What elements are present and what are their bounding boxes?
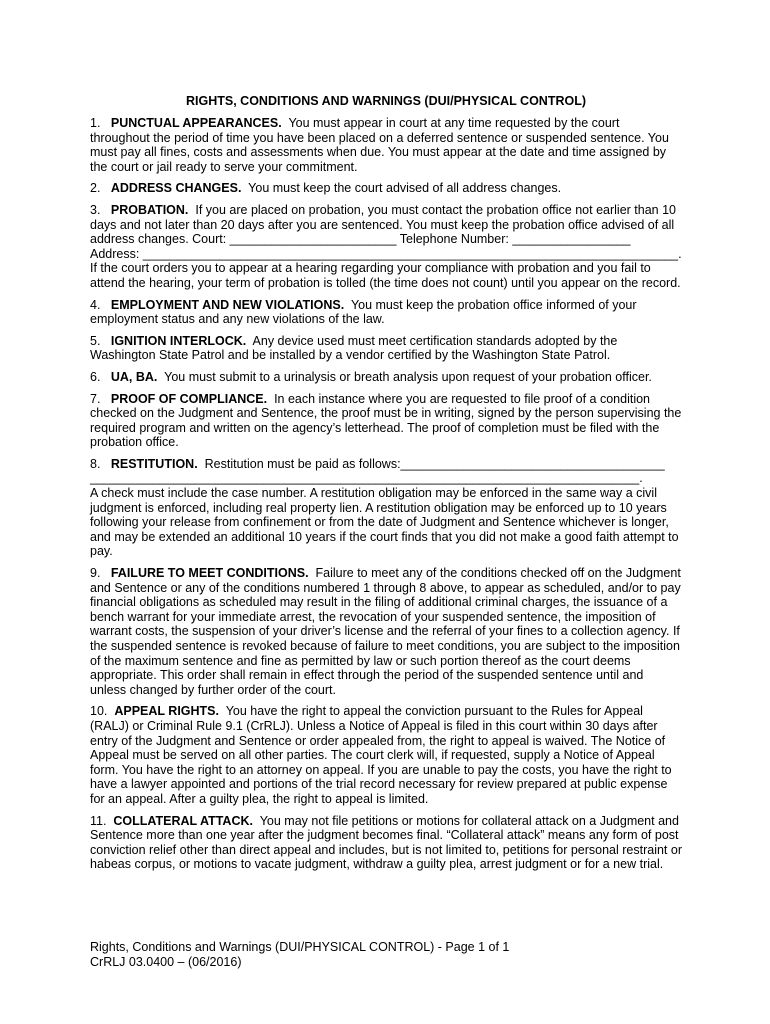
section-heading: RESTITUTION. <box>110 456 198 471</box>
section-2 <box>90 181 682 196</box>
section-heading: PROBATION. <box>110 202 189 217</box>
section-3 <box>90 203 682 291</box>
section-number: 7. <box>90 391 101 406</box>
section-text-continued: A check must include the case number. A restitution obligation may be enforced in the same way a civil judgment is enforced, including real property lien. A restitution obligation may be enforced up to 10 years following your release from confinement or from the date of Judgment and Sentence whichever is longer, and may be extended an additional 10 years if the court finds that you did not make a good faith attempt to pay. <box>90 486 679 559</box>
restitution-blank-line: _______________________________________________________________________________. <box>90 471 643 486</box>
section-9 <box>90 566 682 697</box>
section-text: If you are placed on probation, you must contact the probation office not earlier than 10 days and not later than 20 days after you are sentenced. You must keep the probation office advised of all address changes. Court: ________________________ Telephone Number: _________________ <box>90 202 676 247</box>
footer-form-number: CrRLJ 03.0400 – (06/2016) <box>90 955 242 969</box>
section-number: 5. <box>90 333 101 348</box>
address-blank-line: Address: _____________________________________________________________________________. <box>90 246 682 261</box>
section-text: Restitution must be paid as follows:______________________________________ <box>204 456 665 471</box>
section-6 <box>90 370 682 385</box>
section-number: 11. <box>90 813 107 828</box>
section-text: In each instance where you are requested to file proof of a condition checked on the Judgment and Sentence, the proof must be in writing, signed by the person supervising the required program and written on the agency’s letterhead. The proof of completion must be filed with the probation office. <box>90 391 682 450</box>
section-number: 1. <box>90 116 101 130</box>
section-text-continued: If the court orders you to appear at a hearing regarding your compliance with probation and you fail to attend the hearing, your term of probation is tolled (the time does not count) until you appear on the record. <box>90 261 681 290</box>
section-number: 9. <box>90 566 101 581</box>
footer-title: Rights, Conditions and Warnings (DUI/PHYSICAL CONTROL) - Page 1 of 1 <box>90 940 510 954</box>
section-heading: IGNITION INTERLOCK. <box>110 333 247 348</box>
document-page <box>90 94 682 879</box>
section-1 <box>90 116 682 174</box>
section-heading: ADDRESS CHANGES. <box>110 181 242 196</box>
section-text: You must appear in court at any time requested by the court throughout the period of time you have been placed on a deferred sentence or suspended sentence. You must pay all fines, costs and assessments when due. You must appear at the date and time assigned by the court or jail ready to serve your commitment. <box>90 116 669 174</box>
section-number: 10. <box>90 704 108 719</box>
section-text: Failure to meet any of the conditions checked off on the Judgment and Sentence or any of the conditions numbered 1 through 8 above, to appear as scheduled, and/or to pay financial obligations as scheduled may result in the filing of additional criminal charges, the issuance of a bench warrant for your immediate arrest, the revocation of your suspended sentence, the imposition of warrant costs, the suspension of your driver’s license and the referral of your fines to a collection agency. If the suspended sentence is revoked because of failure to meet conditions, you are subject to the imposition of the maximum sentence and fine as permitted by law or such portion thereof as the court deems appropriate. This order shall remain in effect through the period of the suspended sentence until and unless changed by further order of the court. <box>90 566 681 697</box>
section-text: Any device used must meet certification standards adopted by the Washington State Patrol and be installed by a vendor certified by the Washington State Patrol. <box>90 333 618 363</box>
section-text: You must keep the court advised of all address changes. <box>248 181 562 196</box>
section-text: You have the right to appeal the conviction pursuant to the Rules for Appeal (RALJ) or Criminal Rule 9.1 (CrRLJ). Unless a Notice of Appeal is filed in this court within 30 days after entry of the Judgment and Sentence or order appealed from, the right to appeal is waived. The Notice of Appeal must be served on all other parties. The court clerk will, if requested, supply a Notice of Appeal form. You have the right to an attorney on appeal. If you are unable to pay the costs, you have the right to have a lawyer appointed and portions of the trial record necessary for review prepared at public expense for an appeal. After a guilty plea, the right to appeal is limited. <box>90 704 672 806</box>
section-heading: PUNCTUAL APPEARANCES. <box>110 116 282 130</box>
section-heading: EMPLOYMENT AND NEW VIOLATIONS. <box>110 297 345 312</box>
section-7 <box>90 392 682 450</box>
section-11 <box>90 814 682 872</box>
section-number: 2. <box>90 181 101 196</box>
section-8 <box>90 457 682 559</box>
page-title: RIGHTS, CONDITIONS AND WARNINGS (DUI/PHYSICAL CONTROL) <box>186 94 586 108</box>
page-footer <box>90 940 509 970</box>
section-number: 4. <box>90 297 101 312</box>
section-text: You may not file petitions or motions for collateral attack on a Judgment and Sentence more than one year after the judgment becomes final. “Collateral attack” means any form of post conviction relief other than direct appeal and includes, but is not limited to, petitions for personal restraint or habeas corpus, or motions to vacate judgment, withdraw a guilty plea, arrest judgment or for a new trial. <box>90 813 682 872</box>
section-heading: FAILURE TO MEET CONDITIONS. <box>110 566 309 581</box>
section-heading: APPEAL RIGHTS. <box>114 704 219 719</box>
section-5 <box>90 334 682 363</box>
section-heading: PROOF OF COMPLIANCE. <box>110 391 268 406</box>
section-heading: COLLATERAL ATTACK. <box>113 813 253 828</box>
section-4 <box>90 298 682 327</box>
section-text: You must submit to a urinalysis or breath analysis upon request of your probation officer. <box>164 369 652 384</box>
section-number: 8. <box>90 456 101 471</box>
section-text: You must keep the probation office informed of your employment status and any new violations of the law. <box>90 297 637 327</box>
section-heading: UA, BA. <box>110 369 158 384</box>
section-number: 3. <box>90 202 101 217</box>
section-10 <box>90 704 682 806</box>
section-number: 6. <box>90 369 101 384</box>
